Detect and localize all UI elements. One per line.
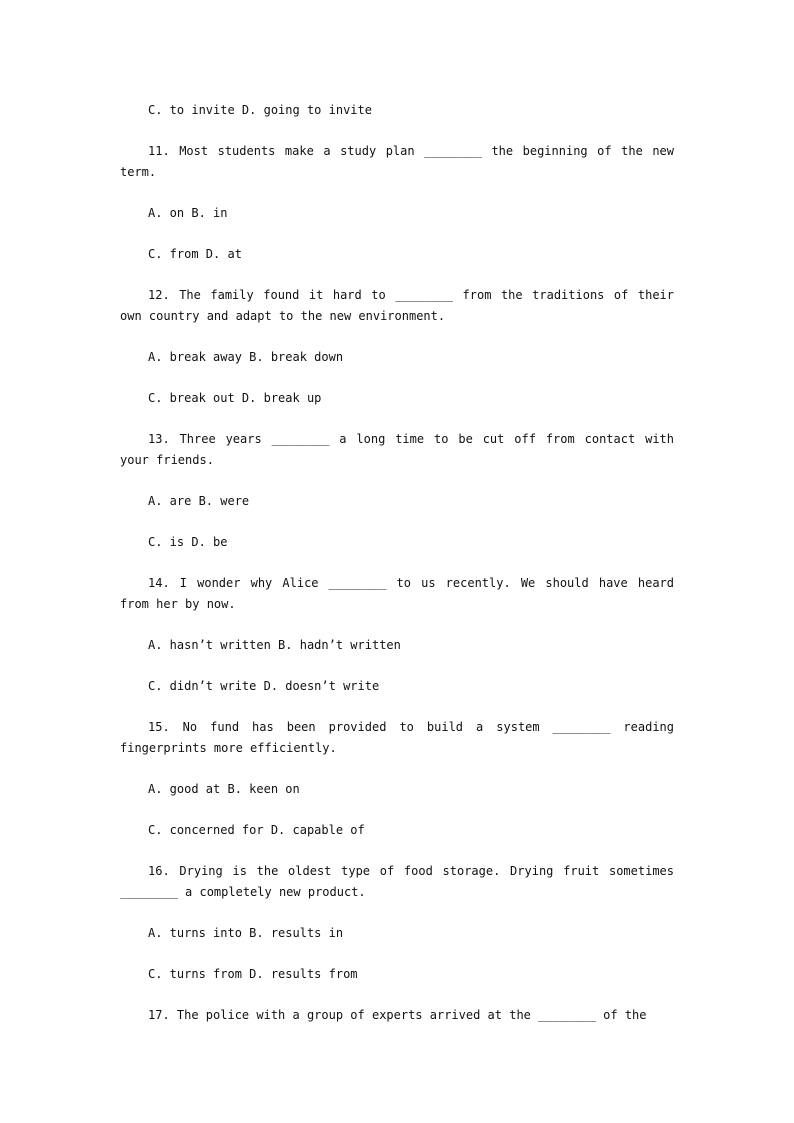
answer-options: C. break out D. break up	[148, 391, 322, 405]
answer-options: A. are B. were	[148, 494, 250, 508]
answer-options: A. hasn’t written B. hadn’t written	[148, 638, 401, 652]
question-12: 12. The family found it hard to ________ from the traditions of their own country and adapt to the new environment.	[120, 288, 674, 323]
answer-options: A. good at B. keen on	[148, 782, 300, 796]
answer-options: C. didn’t write D. doesn’t write	[148, 679, 380, 693]
question-17: 17. The police with a group of experts arrived at the ________ of the	[148, 1008, 647, 1022]
answer-options: C. is D. be	[148, 535, 228, 549]
answer-options: A. break away B. break down	[148, 350, 344, 364]
answer-options: C. to invite D. going to invite	[148, 103, 372, 117]
answer-options: C. concerned for D. capable of	[148, 823, 365, 837]
question-16: 16. Drying is the oldest type of food storage. Drying fruit sometimes ________ a completely new product.	[120, 864, 674, 899]
answer-options: C. turns from D. results from	[148, 967, 358, 981]
answer-options: A. on B. in	[148, 206, 228, 220]
document-page	[120, 100, 674, 1046]
answer-options: C. from D. at	[148, 247, 242, 261]
answer-options: A. turns into B. results in	[148, 926, 344, 940]
question-15: 15. No fund has been provided to build a system ________ reading fingerprints more efficiently.	[120, 720, 674, 755]
question-13: 13. Three years ________ a long time to be cut off from contact with your friends.	[120, 432, 674, 467]
question-14: 14. I wonder why Alice ________ to us recently. We should have heard from her by now.	[120, 576, 674, 611]
question-11: 11. Most students make a study plan ________ the beginning of the new term.	[120, 144, 674, 179]
